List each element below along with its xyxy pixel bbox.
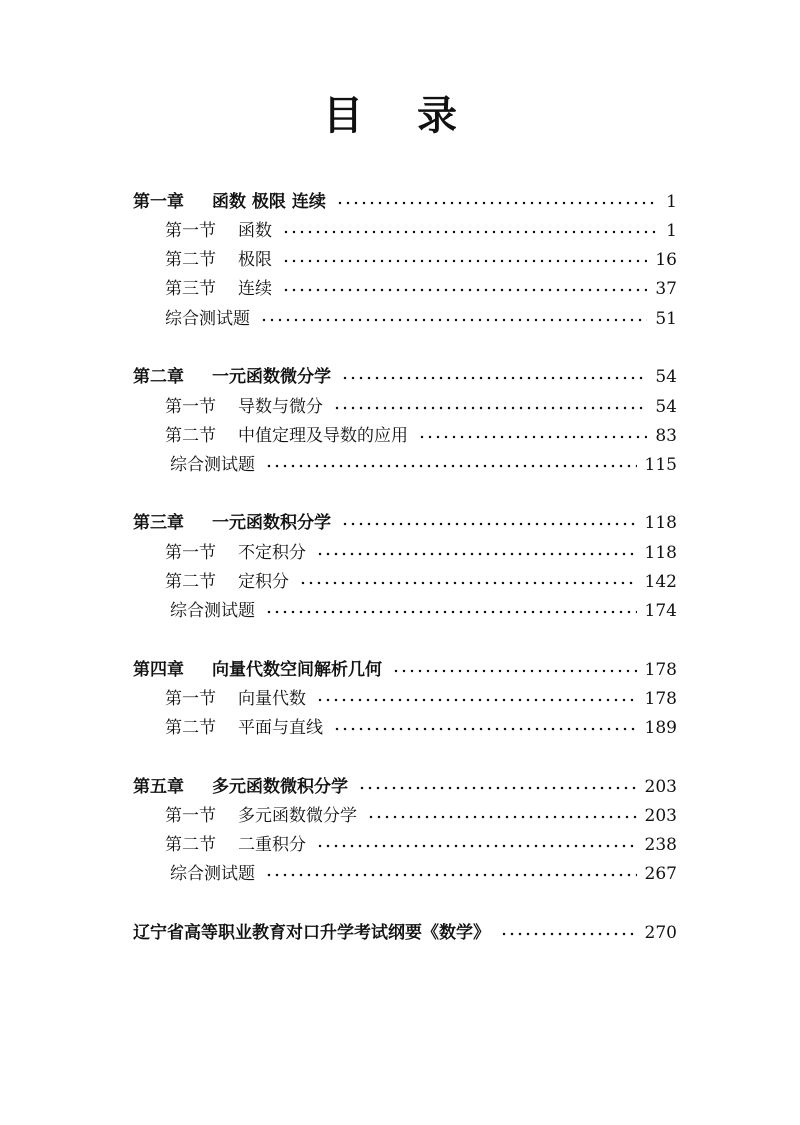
toc-page-number: 189	[644, 718, 677, 738]
toc-entry-number: 第一节	[165, 806, 216, 826]
dot-leader	[392, 669, 637, 673]
dot-leader	[316, 844, 637, 848]
toc-entry-number: 第三节	[165, 279, 216, 299]
dot-leader	[260, 318, 647, 322]
toc-page-number: 203	[644, 777, 677, 797]
toc-entry-label	[165, 539, 306, 567]
toc-page-number: 174	[644, 601, 677, 621]
dot-leader	[333, 406, 647, 410]
toc-entry-title: 向量代数	[238, 689, 306, 709]
toc-entry-label	[133, 656, 382, 684]
toc-entry-label	[165, 802, 357, 830]
toc-page-number: 1	[666, 221, 677, 241]
dot-leader	[500, 932, 637, 936]
toc-entry-label	[165, 246, 272, 274]
toc-entry-number: 第一节	[165, 397, 216, 417]
toc-chapter-entry[interactable]	[133, 188, 677, 216]
dot-leader	[265, 464, 637, 468]
toc-section-entry[interactable]	[165, 422, 677, 450]
toc-section-entry[interactable]	[165, 568, 677, 596]
toc-entry-title: 平面与直线	[238, 718, 323, 738]
toc-page-number: 118	[644, 513, 677, 533]
toc-page-number: 238	[644, 835, 677, 855]
toc-entry-title: 不定积分	[238, 543, 306, 563]
toc-entry-number: 综合测试题	[170, 601, 255, 621]
toc-entry-label	[165, 714, 323, 742]
toc-entry-number: 第一节	[165, 689, 216, 709]
dot-leader	[418, 435, 647, 439]
toc-test-entry[interactable]	[170, 860, 677, 888]
dot-leader	[282, 288, 647, 292]
toc-entry-label	[165, 305, 250, 333]
toc-entry-title: 多元函数微积分学	[212, 777, 348, 797]
toc-entry-title: 中值定理及导数的应用	[238, 426, 408, 446]
dot-leader	[282, 230, 658, 234]
toc-entry-title: 一元函数微分学	[212, 367, 331, 387]
toc-section-entry[interactable]	[165, 714, 677, 742]
toc-entry-title: 定积分	[238, 572, 289, 592]
dot-leader	[316, 698, 637, 702]
toc-entry-number: 第二章	[133, 367, 184, 387]
toc-test-entry[interactable]	[170, 597, 677, 625]
dot-leader	[333, 727, 637, 731]
toc-section-entry[interactable]	[165, 275, 677, 303]
toc-section-entry[interactable]	[165, 217, 677, 245]
toc-page-number: 16	[655, 250, 677, 270]
dot-leader	[282, 259, 647, 263]
toc-appendix-entry[interactable]	[133, 919, 677, 947]
toc-entry-number: 第四章	[133, 660, 184, 680]
toc-entry-number: 第二节	[165, 835, 216, 855]
toc-page-number: 115	[644, 455, 677, 475]
toc-page-number: 54	[655, 367, 677, 387]
toc-entry-label	[165, 275, 272, 303]
toc-entry-label	[165, 393, 323, 421]
toc-page-number: 118	[644, 543, 677, 563]
toc-entry-number: 第二节	[165, 426, 216, 446]
toc-entry-label	[170, 451, 255, 479]
toc-entry-number: 第三章	[133, 513, 184, 533]
dot-leader	[316, 552, 637, 556]
toc-entry-title: 函数 极限 连续	[212, 192, 326, 212]
toc-chapter-entry[interactable]	[133, 773, 677, 801]
toc-entry-label	[133, 509, 331, 537]
toc-chapter-entry[interactable]	[133, 509, 677, 537]
toc-entry-title: 多元函数微分学	[238, 806, 357, 826]
toc-entry-label	[170, 860, 255, 888]
toc-entry-number: 第二节	[165, 572, 216, 592]
toc-section-entry[interactable]	[165, 685, 677, 713]
toc-section-entry[interactable]	[165, 246, 677, 274]
toc-test-entry[interactable]	[165, 305, 677, 333]
toc-section-entry[interactable]	[165, 831, 677, 859]
toc-entry-number: 综合测试题	[170, 864, 255, 884]
dot-leader	[336, 201, 658, 205]
toc-page-number: 267	[644, 864, 677, 884]
dot-leader	[265, 873, 637, 877]
toc-chapter-entry[interactable]	[133, 363, 677, 391]
toc-entry-label	[133, 919, 490, 947]
toc-entry-label	[165, 422, 408, 450]
toc-page-number: 51	[655, 309, 677, 329]
toc-entry-label	[133, 363, 331, 391]
toc-page-number: 178	[644, 660, 677, 680]
toc-page-number: 203	[644, 806, 677, 826]
toc-entry-number: 第一节	[165, 221, 216, 241]
toc-page-number: 178	[644, 689, 677, 709]
toc-entry-number: 第一章	[133, 192, 184, 212]
dot-leader	[299, 581, 637, 585]
toc-entry-number: 综合测试题	[170, 455, 255, 475]
toc-entry-number: 综合测试题	[165, 309, 250, 329]
dot-leader	[341, 376, 647, 380]
toc-page-number: 54	[655, 397, 677, 417]
toc-entry-title: 函数	[238, 221, 272, 241]
toc-page-number: 142	[644, 572, 677, 592]
toc-entry-label	[170, 597, 255, 625]
dot-leader	[341, 522, 637, 526]
dot-leader	[367, 815, 637, 819]
toc-section-entry[interactable]	[165, 539, 677, 567]
toc-entry-title: 导数与微分	[238, 397, 323, 417]
toc-entry-label	[165, 685, 306, 713]
toc-entry-number: 第五章	[133, 777, 184, 797]
toc-chapter-entry[interactable]	[133, 656, 677, 684]
toc-entry-number: 第一节	[165, 543, 216, 563]
toc-entry-number: 第二节	[165, 250, 216, 270]
toc-page-number: 270	[644, 923, 677, 943]
toc-page-number: 37	[655, 279, 677, 299]
toc-entry-label	[165, 217, 272, 245]
toc-test-entry[interactable]	[170, 451, 677, 479]
page-title: 目 录	[323, 93, 477, 139]
toc-entry-number: 辽宁省高等职业教育对口升学考试纲要《数学》	[133, 923, 490, 943]
toc-section-entry[interactable]	[165, 393, 677, 421]
toc-entry-title: 向量代数空间解析几何	[212, 660, 382, 680]
toc-section-entry[interactable]	[165, 802, 677, 830]
toc-entry-label	[165, 568, 289, 596]
toc-entry-title: 一元函数积分学	[212, 513, 331, 533]
toc-entry-title: 二重积分	[238, 835, 306, 855]
toc-entry-number: 第二节	[165, 718, 216, 738]
toc-page-number: 83	[655, 426, 677, 446]
toc-entry-title: 连续	[238, 279, 272, 299]
toc-entry-label	[133, 773, 348, 801]
dot-leader	[358, 786, 637, 790]
toc-entry-label	[133, 188, 326, 216]
toc-page-number: 1	[666, 192, 677, 212]
dot-leader	[265, 610, 637, 614]
toc-entry-label	[165, 831, 306, 859]
toc-entry-title: 极限	[238, 250, 272, 270]
